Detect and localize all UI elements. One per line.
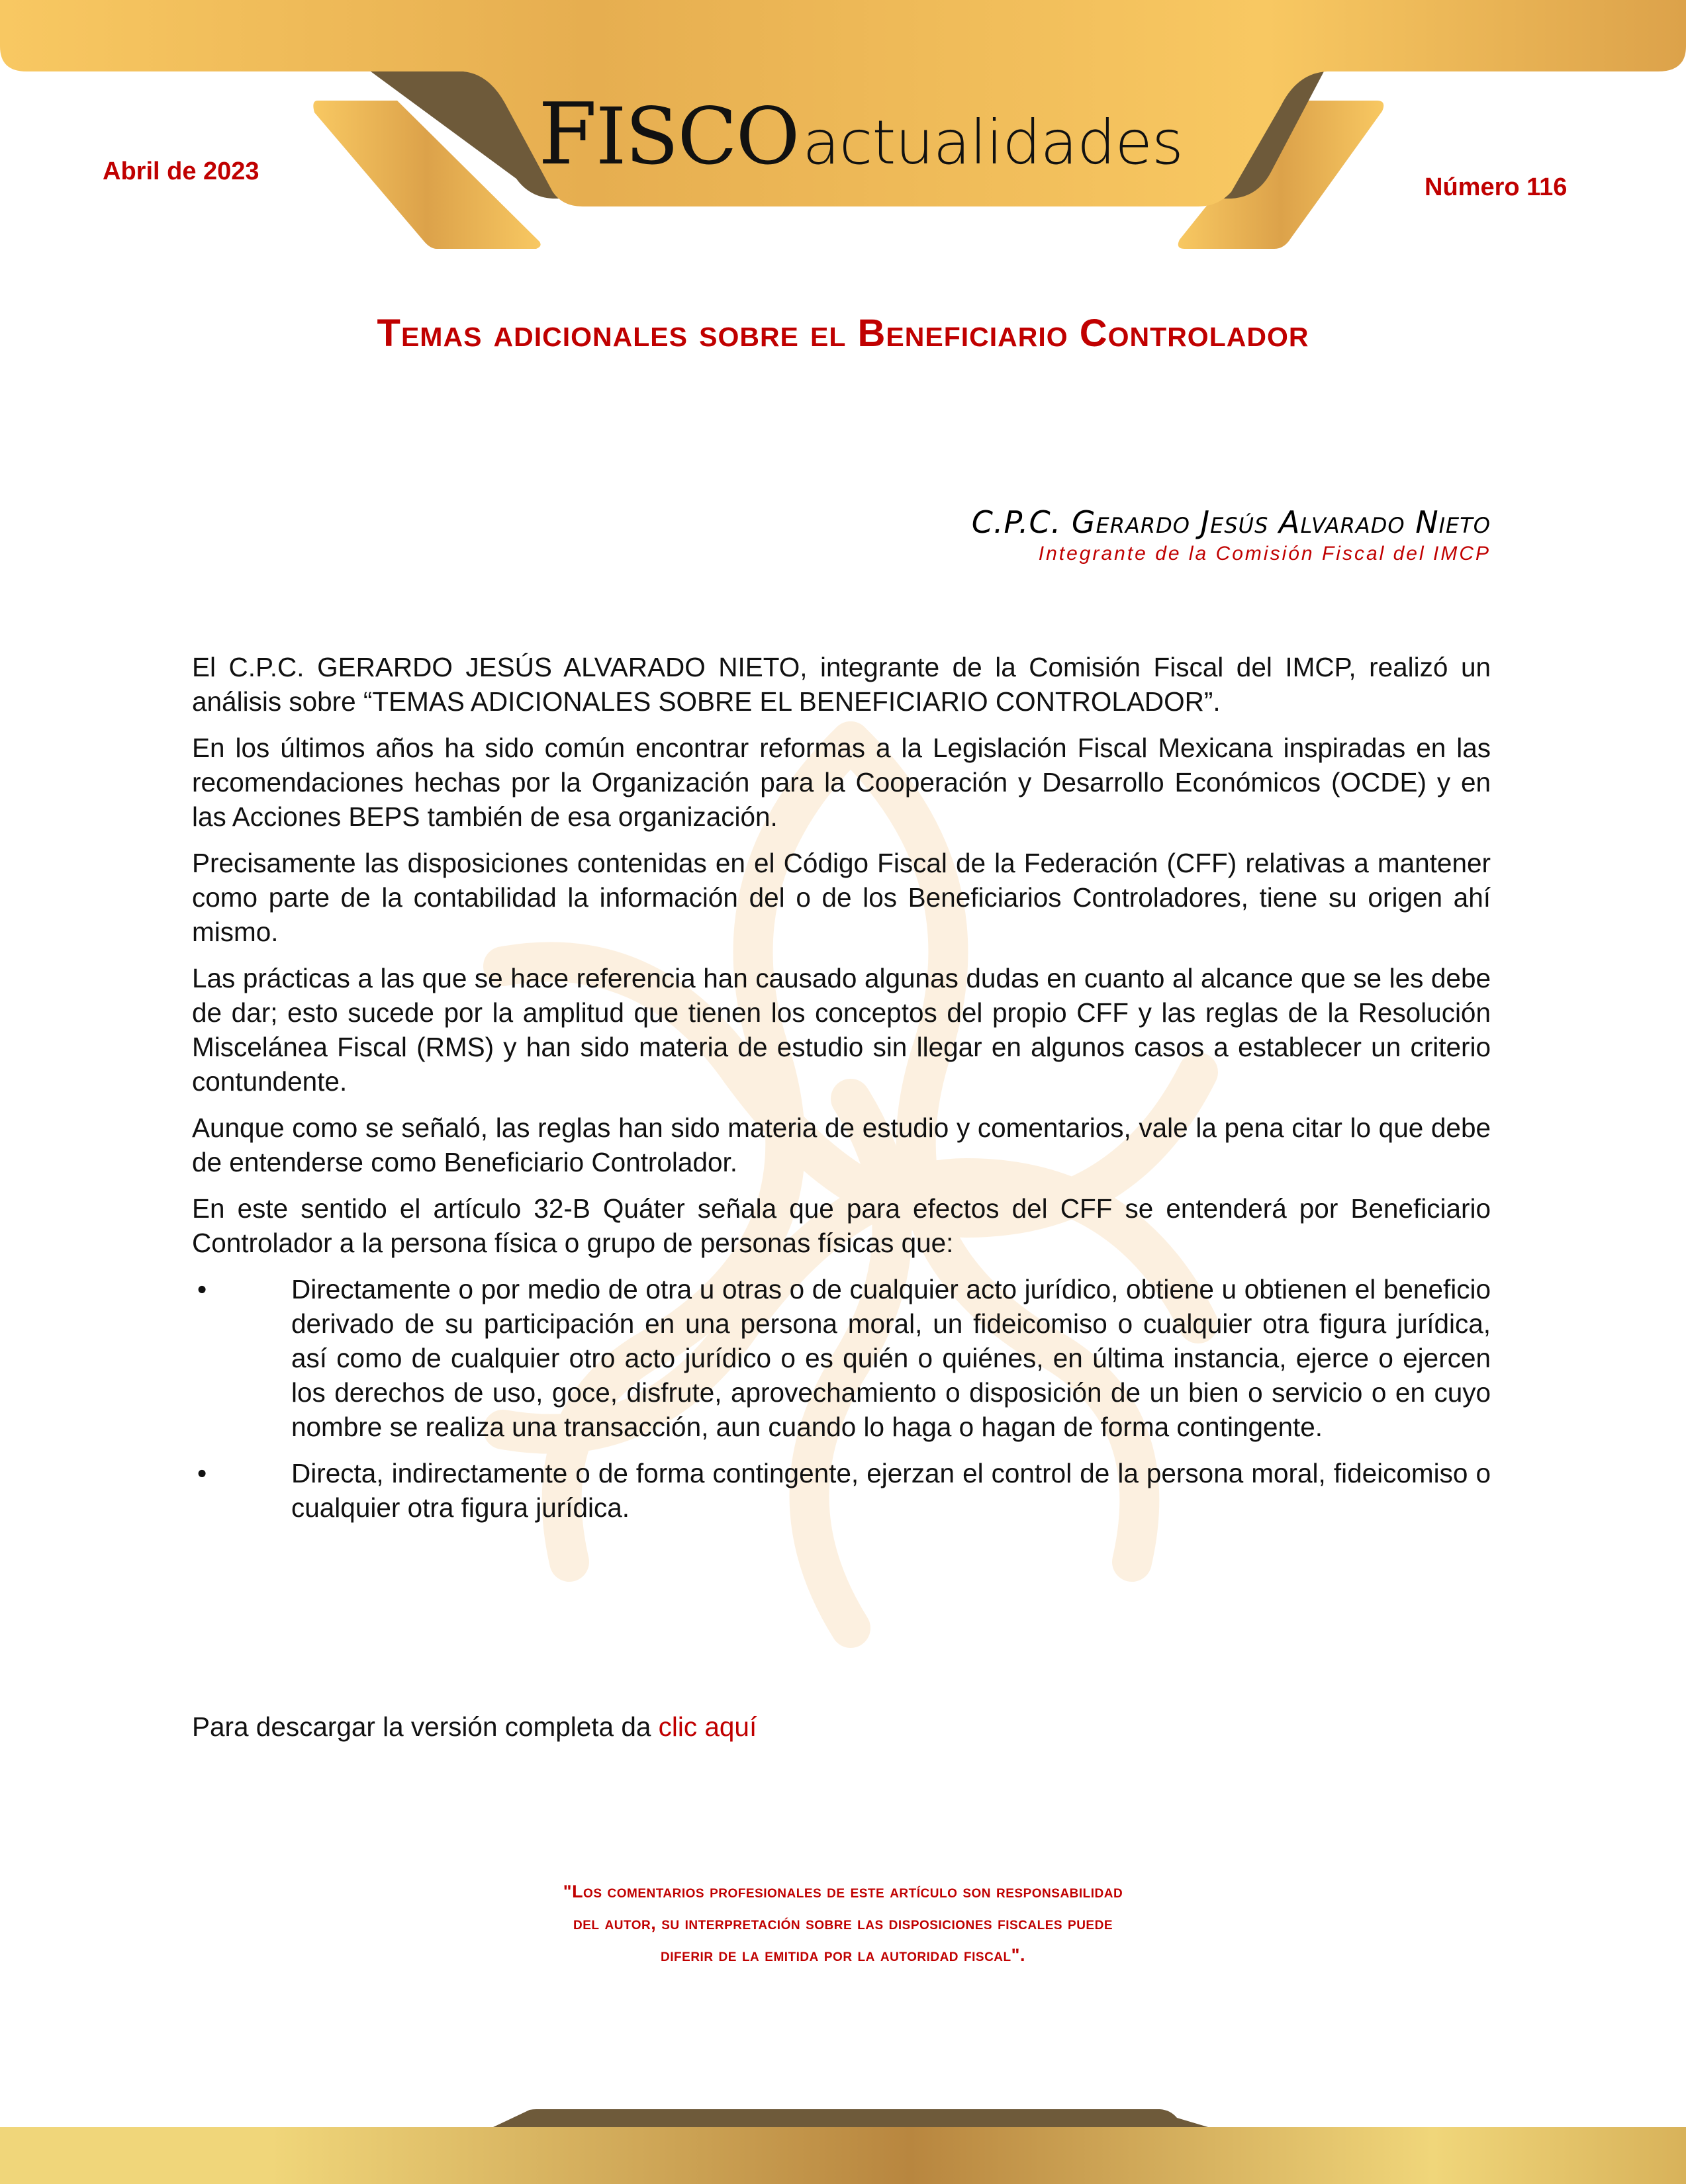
footer-banner <box>0 2085 1686 2184</box>
download-line <box>192 1711 757 1743</box>
list-item-text: Directamente o por medio de otra u otras o de cualquier acto jurídico, obtiene u obtienen el beneficio derivado de su participación en una persona moral, un fideicomiso o cualquier otra figura jurídica, así como de cualquier otro acto jurídico o es quién o quiénes, en última instancia, ejerce o ejercen los derechos de uso, goce, disfrute, aprovechamiento o disposición de un bien o servicio o en cuyo nombre se realiza una transacción, aun cuando lo haga o hagan de forma contingente. <box>291 1274 1491 1442</box>
disclaimer <box>0 1876 1686 1971</box>
article-body <box>192 650 1491 1537</box>
paragraph-articulo: En este sentido el artículo 32-B Quáter señala que para efectos del CFF se entenderá por Beneficiario Controlador a la persona física o grupo de personas físicas que: <box>192 1193 1491 1258</box>
disclaimer-line-2: del autor, su interpretación sobre las disposiciones fiscales puede <box>573 1913 1113 1933</box>
issue-number: Número 116 <box>1425 173 1568 201</box>
disclaimer-line-3: diferir de la emitida por la autoridad fiscal". <box>661 1945 1025 1965</box>
masthead-logo <box>538 85 1183 184</box>
author-block <box>972 504 1491 565</box>
download-link[interactable]: clic aquí <box>658 1711 757 1742</box>
list-item-text: Directa, indirectamente o de forma contingente, ejerzan el control de la persona moral, fideicomiso o cualquier otra figura jurídica. <box>291 1458 1491 1523</box>
paragraph-practicas: Las prácticas a las que se hace referencia han causado algunas dudas en cuanto al alcance que se les debe de dar; esto sucede por la amplitud que tienen los conceptos del propio CFF y las reglas de la Resolución Miscelánea Fiscal (RMS) y han sido materia de estudio sin llegar en algunos casos a establecer un criterio contundente. <box>192 963 1491 1097</box>
list-item <box>192 1456 1491 1525</box>
paragraph-cff: Precisamente las disposiciones contenidas en el Código Fiscal de la Federación (CFF) relativas a mantener como parte de la contabilidad la información del o de los Beneficiarios Controladores, tiene su origen ahí mismo. <box>192 848 1491 947</box>
paragraph-intro: El C.P.C. GERARDO JESÚS ALVARADO NIETO, integrante de la Comisión Fiscal del IMCP, realizó un análisis sobre “TEMAS ADICIONALES SOBRE EL BENEFICIARIO CONTROLADOR”. <box>192 652 1491 717</box>
article-title: Temas adicionales sobre el Beneficiario Controlador <box>377 312 1309 355</box>
footer-gold-bar <box>0 2127 1686 2184</box>
author-role: Integrante de la Comisión Fiscal del IMCP <box>1038 543 1491 565</box>
issue-date: Abril de 2023 <box>103 158 259 185</box>
logo-actualidades: actualidades <box>802 107 1183 178</box>
download-text: Para descargar la versión completa da <box>192 1711 659 1742</box>
logo-fisco: FISCO <box>538 85 799 184</box>
disclaimer-line-1: "Los comentarios profesionales de este artículo son responsabilidad <box>563 1882 1123 1901</box>
definition-list <box>192 1272 1491 1525</box>
bullet-icon: • <box>197 1274 207 1304</box>
paragraph-ocde: En los últimos años ha sido común encontrar reformas a la Legislación Fiscal Mexicana inspiradas en las recomendaciones hechas por la Organización para la Cooperación y Desarrollo Económicos (OCDE) y en las Acciones BEPS también de esa organización. <box>192 733 1491 832</box>
paragraph-definicion: Aunque como se señaló, las reglas han sido materia de estudio y comentarios, vale la pena citar lo que debe de entenderse como Beneficiario Controlador. <box>192 1113 1491 1177</box>
footer-brown-tab <box>493 2109 1208 2127</box>
bullet-icon: • <box>197 1458 207 1488</box>
list-item <box>192 1272 1491 1444</box>
author-name: C.P.C. Gerardo Jesús Alvarado Nieto <box>971 504 1491 540</box>
